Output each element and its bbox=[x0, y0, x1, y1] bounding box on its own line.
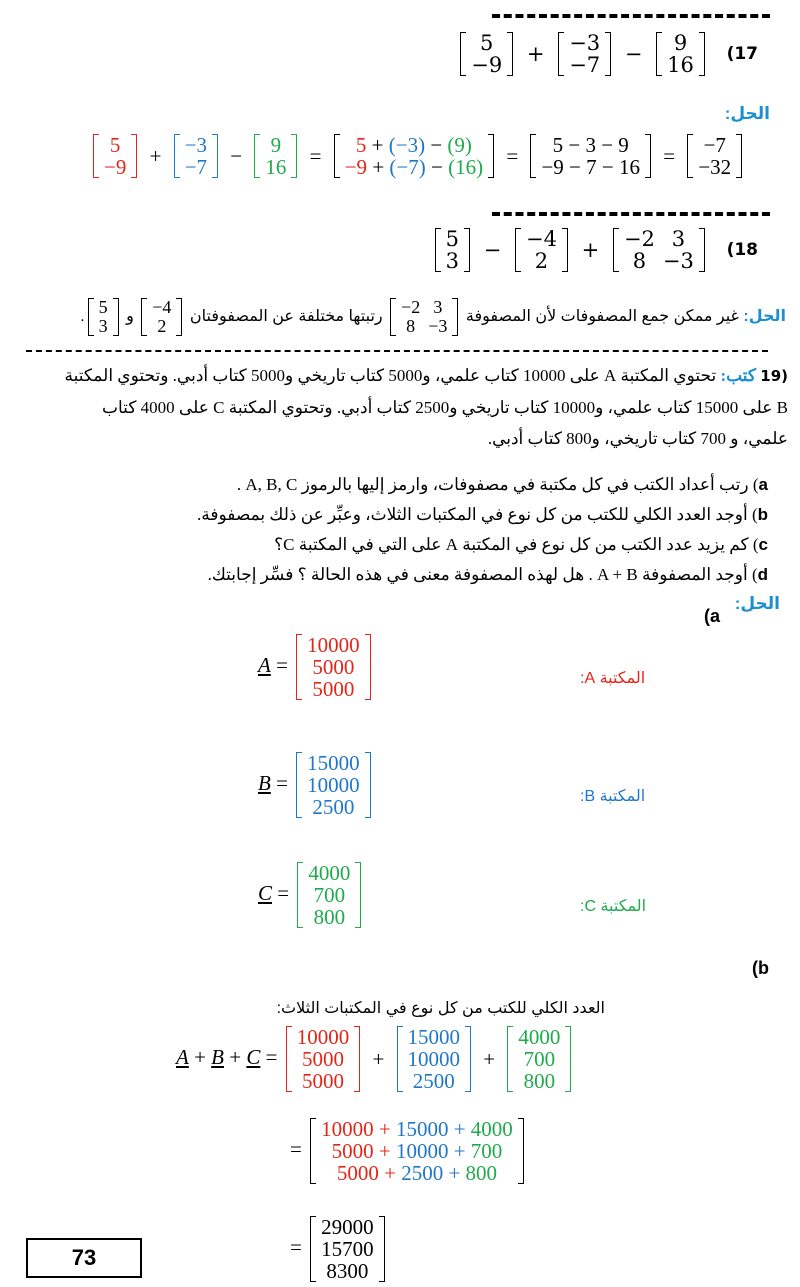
sol-matrix-2: −3 −7 bbox=[174, 134, 218, 178]
total-label: العدد الكلي للكتب من كل نوع في المكتبات الثلاث: bbox=[276, 1000, 605, 1017]
plus-sign: + bbox=[526, 42, 545, 67]
q19-part-c: c) كم يزيد عدد الكتب من كل نوع في المكتبة A على التي في المكتبة C؟ bbox=[274, 535, 768, 554]
library-c-label: المكتبة C: bbox=[580, 898, 647, 915]
q17-matrix-3: 9 16 bbox=[656, 32, 705, 76]
separator-2 bbox=[492, 212, 770, 216]
minus-sign: − bbox=[624, 42, 643, 67]
sum-equation: A + B + C = 10000 5000 5000 + 15000 10000 2500 + 4000 700 800 bbox=[176, 1026, 574, 1092]
separator-top bbox=[492, 14, 770, 18]
library-c-matrix: C = 4000 700 800 bbox=[258, 862, 364, 928]
q18-sol-matrix-b: −4 2 bbox=[141, 298, 182, 336]
q17-solution-equation: 5 −9 + −3 −7 − 9 16 = 5 + (−3) − (9) −9 + (−7) − (16) = 5 − 3 − 9 −9 − 7 − 16 = −7 −32 bbox=[90, 134, 745, 178]
q18-solution: الحل: غير ممكن جمع المصفوفات لأن المصفوفة −2 3 8 −3 رتبتها مختلفة عن المصفوفتان −4 2 و 5 3 . bbox=[80, 297, 786, 336]
q17-solution-label: الحل: bbox=[724, 104, 770, 123]
sum-result: = 29000 15700 8300 bbox=[290, 1216, 388, 1282]
q18-sol-matrix-a: 5 3 bbox=[88, 298, 119, 336]
part-a-label: (a bbox=[704, 606, 721, 626]
q19-question bbox=[53, 360, 788, 454]
sol-step-2: 5 − 3 − 9 −9 − 7 − 16 bbox=[530, 134, 651, 178]
sol-matrix-3: 9 16 bbox=[254, 134, 297, 178]
question-number-19: (19 bbox=[760, 367, 788, 385]
q19-part-a: a) رتب أعداد الكتب في كل مكتبة في مصفوفات، وارمز إليها بالرموز A, B, C . bbox=[236, 475, 768, 494]
q19-parts bbox=[68, 470, 768, 590]
sol-step-1: 5 + (−3) − (9) −9 + (−7) − (16) bbox=[334, 134, 494, 178]
q18-solution-label: الحل: bbox=[743, 308, 786, 326]
q19-solution-label: الحل: bbox=[734, 594, 780, 613]
library-b-label: المكتبة B: bbox=[580, 788, 646, 805]
q19-title: كتب: bbox=[720, 366, 757, 385]
q18-matrix-1: 5 3 bbox=[435, 228, 470, 272]
sol-result: −7 −32 bbox=[687, 134, 742, 178]
q18-matrix-3: −2 3 8 −3 bbox=[613, 228, 705, 272]
sol-matrix-1: 5 −9 bbox=[93, 134, 137, 178]
q19-part-b: b) أوجد العدد الكلي للكتب من كل نوع في المكتبات الثلاث، وعبِّر عن ذلك بمصفوفة. bbox=[196, 505, 768, 524]
question-number-17: (17 bbox=[726, 44, 758, 65]
q18-matrix-2: −4 2 bbox=[515, 228, 568, 272]
q17-expression bbox=[457, 32, 762, 76]
library-b-matrix: B = 15000 10000 2500 bbox=[258, 752, 374, 818]
library-a-matrix: A = 10000 5000 5000 bbox=[258, 634, 374, 700]
q18-sol-matrix-2x2: −2 3 8 −3 bbox=[390, 298, 458, 336]
q17-matrix-2: −3 −7 bbox=[558, 32, 611, 76]
library-a-label: المكتبة A: bbox=[580, 670, 646, 687]
question-number-18: (18 bbox=[726, 240, 758, 261]
separator-3 bbox=[26, 350, 768, 352]
page-number: 73 bbox=[26, 1238, 142, 1278]
q17-matrix-1: 5 −9 bbox=[460, 32, 513, 76]
sum-expanded: = 10000 + 15000 + 4000 5000 + 10000 + 700 5000 + 2500 + 800 bbox=[290, 1118, 527, 1184]
q19-part-d: d) أوجد المصفوفة A + B . هل لهذه المصفوفة معنى في هذه الحالة ؟ فسِّر إجابتك. bbox=[207, 565, 768, 584]
q18-expression: 5 3 − −4 2 + −2 3 8 −3 (18 bbox=[432, 228, 762, 272]
part-b-label: (b bbox=[752, 958, 769, 978]
q19-text: تحتوي المكتبة A على 10000 كتاب علمي، و5000 كتاب تاريخي و5000 كتاب أدبي. وتحتوي المكتبة B على 15000 كتاب علمي، و10000 كتاب تاريخي و2500 كتاب أدبي. وتحتوي المكتبة C على 4000 كتاب علمي، و 700 كتاب تاريخي، و800 كتاب أدبي. bbox=[64, 366, 788, 448]
